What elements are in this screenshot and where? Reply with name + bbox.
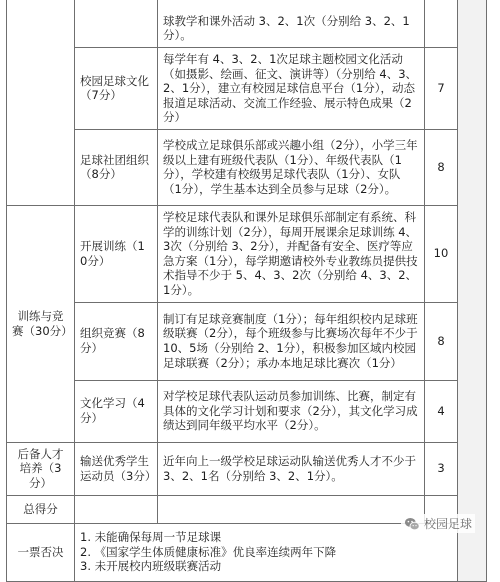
watermark-text: 校园足球 [424, 517, 473, 531]
total-criteria-empty [158, 495, 425, 523]
item-cell: 校园足球文化（7分） [75, 48, 158, 130]
table-row [7, 302, 487, 380]
category-cell: 训练与竞赛（30分） [7, 205, 75, 442]
score-cell: 3 [425, 442, 458, 495]
table-row [7, 380, 487, 442]
wechat-icon [404, 516, 420, 532]
criteria-cell: 每学年有 4、3、2、1次足球主题校园文化活动（如摄影、绘画、征文、演讲等）（分别给 4、3、2、1分），建立有校园足球信息平台（1分），动态报道足球活动、交流工作经验、展示特色成果（2分） [158, 48, 425, 130]
criteria-cell: 近年向上一级学校足球运动队输送优秀人才不少于 3、2、1名（分别给 3、2、1分）。 [158, 442, 425, 495]
table-row [7, 129, 487, 205]
total-label: 总得分 [7, 495, 75, 523]
criteria-cell: 学校成立足球俱乐部或兴趣小组（2分），小学三年级以上建有班级代表队（1分）、年级代表队（1分），学校建有校级男足球代表队（1分）、女队（1分），学生基本达到全员参与足球（2分）。 [158, 129, 425, 205]
item-cell-empty [75, 0, 158, 48]
category-cell: 后备人才培养（3分） [7, 442, 75, 495]
table-row [7, 0, 487, 48]
score-cell: 10 [425, 205, 458, 302]
scoring-table [6, 0, 487, 582]
score-cell: 8 [425, 129, 458, 205]
criteria-cell: 学校足球代表队和课外足球俱乐部制定有系统、科学的训练计划（2分），每周开展课余足球训练 4、3次（分别给 3、2分），并配备有安全、医疗等应急方案（1分），每学期邀请校外专业教练员提供技术指导不少于 5、4、3、2次（分别给 4、3、2、1分）。 [158, 205, 425, 302]
item-cell: 组织竞赛（8分） [75, 302, 158, 380]
right-margin-column [458, 0, 487, 581]
score-cell: 4 [425, 380, 458, 442]
score-cell: 8 [425, 302, 458, 380]
veto-item: 2. 《国家学生体质健康标准》优良率连续两年下降 [80, 544, 337, 559]
item-cell: 文化学习（4分） [75, 380, 158, 442]
table-row [7, 442, 487, 495]
veto-label: 一票否决 [7, 523, 75, 581]
score-cell: 7 [425, 48, 458, 130]
item-cell: 输送优秀学生运动员（3分） [75, 442, 158, 495]
watermark [401, 514, 475, 533]
criteria-cell: 对学校足球代表队运动员参加训练、比赛，制定有具体的文化学习计划和要求（2分），其文化学习成绩达到同年级平均水平（2分）。 [158, 380, 425, 442]
veto-list [80, 530, 452, 574]
veto-item: 3. 未开展校内班级联赛活动 [80, 559, 222, 574]
veto-item: 1. 未能确保每周一节足球课 [80, 530, 222, 545]
score-cell [425, 0, 458, 48]
item-cell: 足球社团组织（8分） [75, 129, 158, 205]
total-item-empty [75, 495, 158, 523]
criteria-cell: 球教学和课外活动 3、2、1次（分别给 3、2、1分）。 [158, 0, 425, 48]
criteria-cell: 制订有足球竞赛制度（1分）；每年组织校内足球班级联赛（2分），每个班级参与比赛场次每年不少于 10、5场（分别给 2、1分），积极参加区域内校园足球联赛（2分）；承办本地足球比赛次（1分） [158, 302, 425, 380]
table-row [7, 48, 487, 130]
category-cell-empty [7, 0, 75, 205]
table-row [7, 205, 487, 302]
item-cell: 开展训练（10分） [75, 205, 158, 302]
